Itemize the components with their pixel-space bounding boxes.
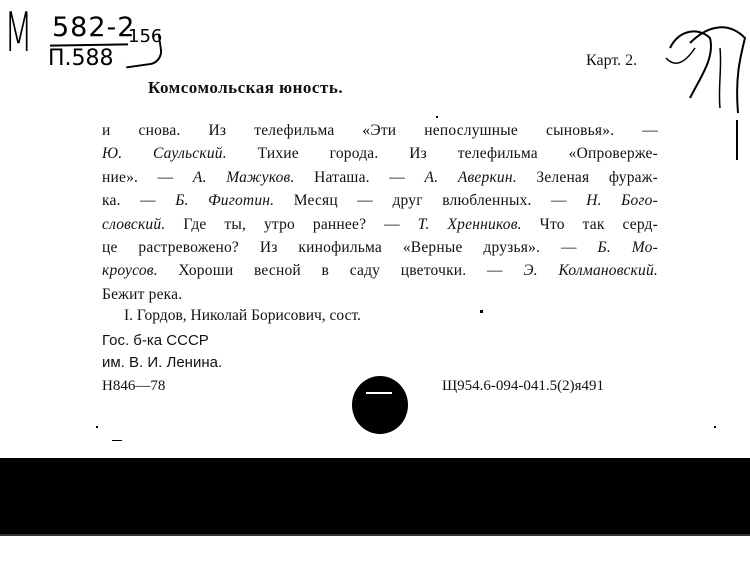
handwritten-number: П.588 <box>48 46 114 71</box>
body-line: ние». — А. Мажуков. Наташа. — А. Аверкин. Зеленая фураж- <box>102 168 659 186</box>
body-line: ка. — Б. Фиготин. Месяц — друг влюбленных. — Н. Бого- <box>102 192 658 210</box>
handwritten-page-mark: 156 <box>128 26 163 47</box>
body-line: словский. Где ты, утро раннее? — Т. Хренников. Что так серд- <box>102 215 659 233</box>
library-name-2: им. В. И. Ленина. <box>102 354 223 371</box>
speck <box>436 116 438 118</box>
speck <box>96 426 98 428</box>
author-line: I. Гордов, Николай Борисович, сост. <box>124 307 361 324</box>
speck <box>714 426 716 428</box>
ink-dot <box>480 310 483 313</box>
handwritten-bracket <box>122 34 164 69</box>
card-number: Карт. 2. <box>586 52 638 69</box>
catalog-code-left: Н846—78 <box>102 378 166 394</box>
library-name: Гос. б-ка СССР <box>102 332 209 349</box>
handwritten-letter: М <box>4 1 33 64</box>
scan-shadow-band <box>0 458 750 480</box>
body-line: Бежит река. <box>102 285 183 303</box>
speck <box>112 440 122 441</box>
edge-mark <box>736 120 746 160</box>
scan-shadow-band-lower <box>0 480 750 534</box>
handwritten-shelf-mark: 582-2 <box>52 12 136 43</box>
punch-hole <box>352 376 408 434</box>
body-line: кроусов. Хороши весной в саду цветочки. — Э. Колмановский. <box>102 262 658 280</box>
scan-edge <box>0 533 750 536</box>
body-line: и снова. Из телефильма «Эти непослушные сыновья». — <box>102 122 658 139</box>
card-body <box>102 119 658 306</box>
card-heading: Комсомольская юность. <box>148 78 344 97</box>
pen-scribble <box>660 18 750 118</box>
body-line: це растревожено? Из кинофильма «Верные друзья». — Б. Мо- <box>102 239 658 257</box>
body-line: Ю. Саульский. Тихие города. Из телефильма «Опроверже- <box>102 145 658 163</box>
classification-code: Щ954.6-094-041.5(2)я491 <box>442 378 605 394</box>
hole-glare <box>366 392 392 394</box>
